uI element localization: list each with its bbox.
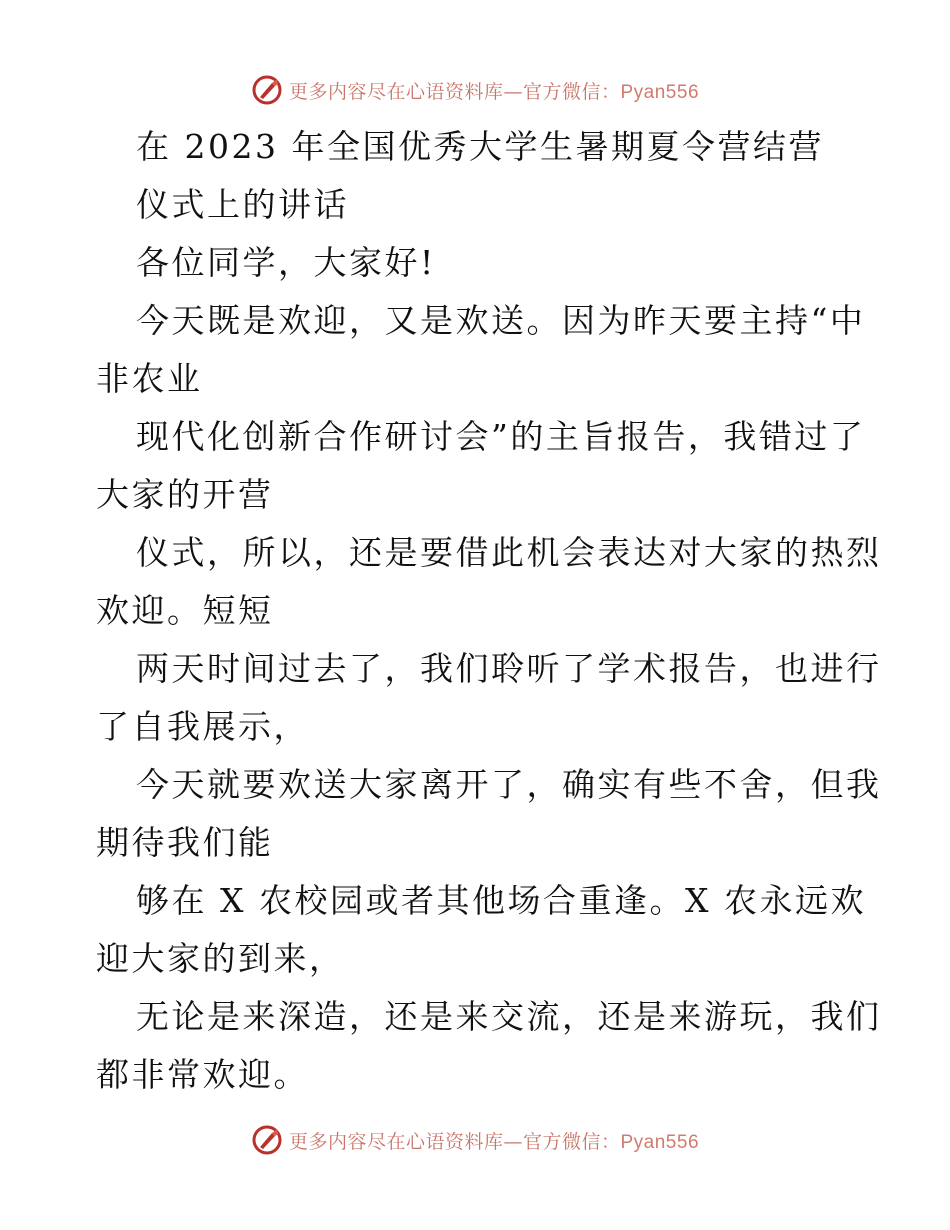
banner-slogan: 更多内容尽在心语资料库—官方微信： [288,80,621,103]
paragraph-line: 够在 X 农校园或者其他场合重逢。X 农永远欢 [136,881,866,920]
greeting-line: 各位同学，大家好! [136,243,436,282]
paragraph-line: 今天就要欢送大家离开了，确实有些不舍，但我 [136,765,882,804]
red-quill-logo-icon [251,1124,283,1156]
paragraph-line: 期待我们能 [96,823,274,862]
paragraph-line: 了自我展示， [96,707,309,746]
title-line-2: 仪式上的讲话 [136,185,349,224]
paragraph-line: 欢迎。短短 [96,591,274,630]
paragraph-line: 非农业 [96,359,203,398]
paragraph-line: 都非常欢迎。 [96,1055,309,1094]
header-banner-text [289,77,699,104]
paragraph-line: 仪式，所以，还是要借此机会表达对大家的热烈 [136,533,882,572]
paragraph-line: 两天时间过去了，我们聆听了学术报告，也进行 [136,649,882,688]
document-body [96,118,882,1104]
header-banner-inner [251,74,699,106]
banner-wechat-id: Pyan556 [620,1131,700,1153]
paragraph-line: 无论是来深造，还是来交流，还是来游玩，我们 [136,997,882,1036]
banner-slogan: 更多内容尽在心语资料库—官方微信： [288,1130,621,1153]
paragraph-line: 现代化创新合作研讨会”的主旨报告，我错过了 [136,417,866,456]
footer-banner-text [289,1127,699,1154]
title-line-1: 在 2023 年全国优秀大学生暑期夏令营结营 [136,127,824,166]
footer-banner-inner [251,1124,699,1156]
paragraph-line: 今天既是欢迎，又是欢送。因为昨天要主持“中 [136,301,866,340]
paragraph-line: 大家的开营 [96,475,274,514]
paragraph-line: 迎大家的到来， [96,939,345,978]
red-quill-logo-icon [251,74,283,106]
banner-wechat-id: Pyan556 [620,81,700,103]
header-banner [0,72,950,108]
footer-banner [0,1122,950,1158]
